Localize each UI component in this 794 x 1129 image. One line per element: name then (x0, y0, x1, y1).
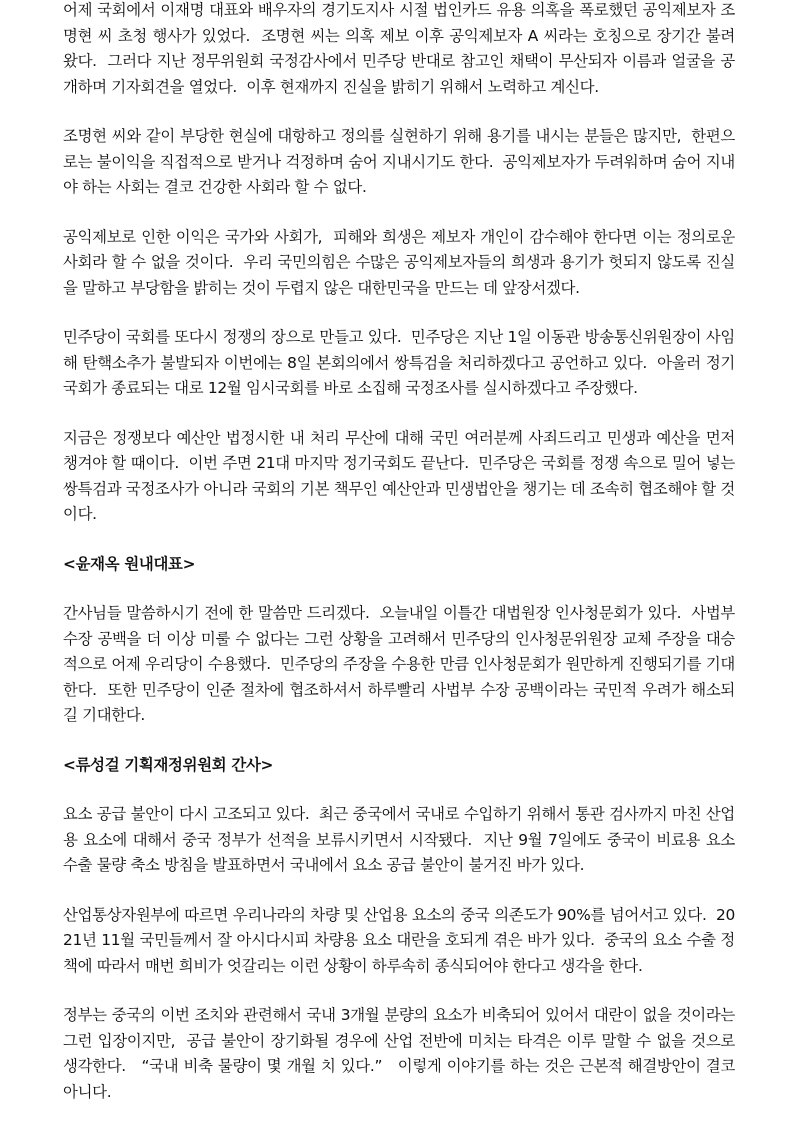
paragraph: 공익제보로 인한 이익은 국가와 사회가, 피해와 희생은 제보자 개인이 감수해야 한다면 이는 정의로운 사회라 할 수 없을 것이다. 우리 국민의힘은 수많은 공익제보자들의 희생과 용기가 헛되지 않도록 진실을 말하고 부당함을 밝히는 것이 두렵지 않은 대한민국을 만드는 데 앞장서겠다. (63, 227, 740, 297)
document-page (63, 0, 740, 1129)
paragraph: 정부는 중국의 이번 조치와 관련해서 국내 3개월 분량의 요소가 비축되어 있어서 대란이 없을 것이라는 그런 입장이지만, 공급 불안이 장기화될 경우에 산업 전반에 미치는 타격은 이루 말할 수 없을 것으로 생각한다. “국내 비축 물량이 몇 개월 치 있다.” 이렇게 이야기를 하는 것은 근본적 해결방안이 결코 아니다. (63, 1006, 740, 1101)
paragraph: 민주당이 국회를 또다시 정쟁의 장으로 만들고 있다. 민주당은 지난 1일 이동관 방송통신위원장이 사임해 탄핵소추가 불발되자 이번에는 8일 본회의에서 쌍특검을 처리하겠다고 공언하고 있다. 아울러 정기국회가 종료되는 대로 12월 임시국회를 바로 소집해 국정조사를 실시하겠다고 주장했다. (63, 328, 735, 397)
paragraph: 요소 공급 불안이 다시 고조되고 있다. 최근 중국에서 국내로 수입하기 위해서 통관 검사까지 마친 산업용 요소에 대해서 중국 정부가 선적을 보류시키면서 시작됐다. 지난 9월 7일에도 중국이 비료용 요소 수출 물량 축소 방침을 발표하면서 국내에서 요소 공급 불안이 불거진 바가 있다. (63, 805, 740, 874)
section-heading: <윤재옥 원내대표> (63, 554, 196, 573)
paragraph: 산업통상자원부에 따르면 우리나라의 차량 및 산업용 요소의 중국 의존도가 90%를 넘어서고 있다. 2021년 11월 국민들께서 잘 아시다시피 차량용 요소 대란을 호되게 겪은 바가 있다. 중국의 요소 수출 정책에 따라서 매번 희비가 엇갈리는 이런 상황이 하루속히 종식되어야 한다고 생각을 한다. (63, 905, 735, 975)
paragraph: 어제 국회에서 이재명 대표와 배우자의 경기도지사 시절 법인카드 유용 의혹을 폭로했던 공익제보자 조명현 씨 초청 행사가 있었다. 조명현 씨는 의혹 제보 이후 공익제보자 A 씨라는 호칭으로 장기간 불려 왔다. 그러다 지난 정무위원회 국정감사에서 민주당 반대로 참고인 채택이 무산되자 이름과 얼굴을 공개하며 기자회견을 열었다. 이후 현재까지 진실을 밝히기 위해서 노력하고 계신다. (63, 1, 740, 96)
section-heading: <류성걸 기획재정위원회 간사> (63, 755, 274, 774)
paragraph: 간사님들 말씀하시기 전에 한 말씀만 드리겠다. 오늘내일 이틀간 대법원장 인사청문회가 있다. 사법부 수장 공백을 더 이상 미룰 수 없다는 그런 상황을 고려해서 민주당의 인사청문위원장 교체 주장을 대승적으로 어제 우리당이 수용했다. 민주당의 주장을 수용한 만큼 인사청문회가 원만하게 진행되기를 기대한다. 또한 민주당이 인준 절차에 협조하셔서 하루빨리 사법부 수장 공백이라는 국민적 우려가 해소되길 기대한다. (63, 604, 740, 724)
paragraph: 조명현 씨와 같이 부당한 현실에 대항하고 정의를 실현하기 위해 용기를 내시는 분들은 많지만, 한편으로는 불이익을 직접적으로 받거나 걱정하며 숨어 지내시기도 한다. 공익제보자가 두려워하며 숨어 지내야 하는 사회는 결코 건강한 사회라 할 수 없다. (63, 127, 735, 196)
paragraph: 지금은 정쟁보다 예산안 법정시한 내 처리 무산에 대해 국민 여러분께 사죄드리고 민생과 예산을 먼저 챙겨야 할 때이다. 이번 주면 21대 마지막 정기국회도 끝난다. 민주당은 국회를 정쟁 속으로 밀어 넣는 쌍특검과 국정조사가 아니라 국회의 기본 책무인 예산안과 민생법안을 챙기는 데 조속히 협조해야 할 것이다. (63, 428, 740, 523)
